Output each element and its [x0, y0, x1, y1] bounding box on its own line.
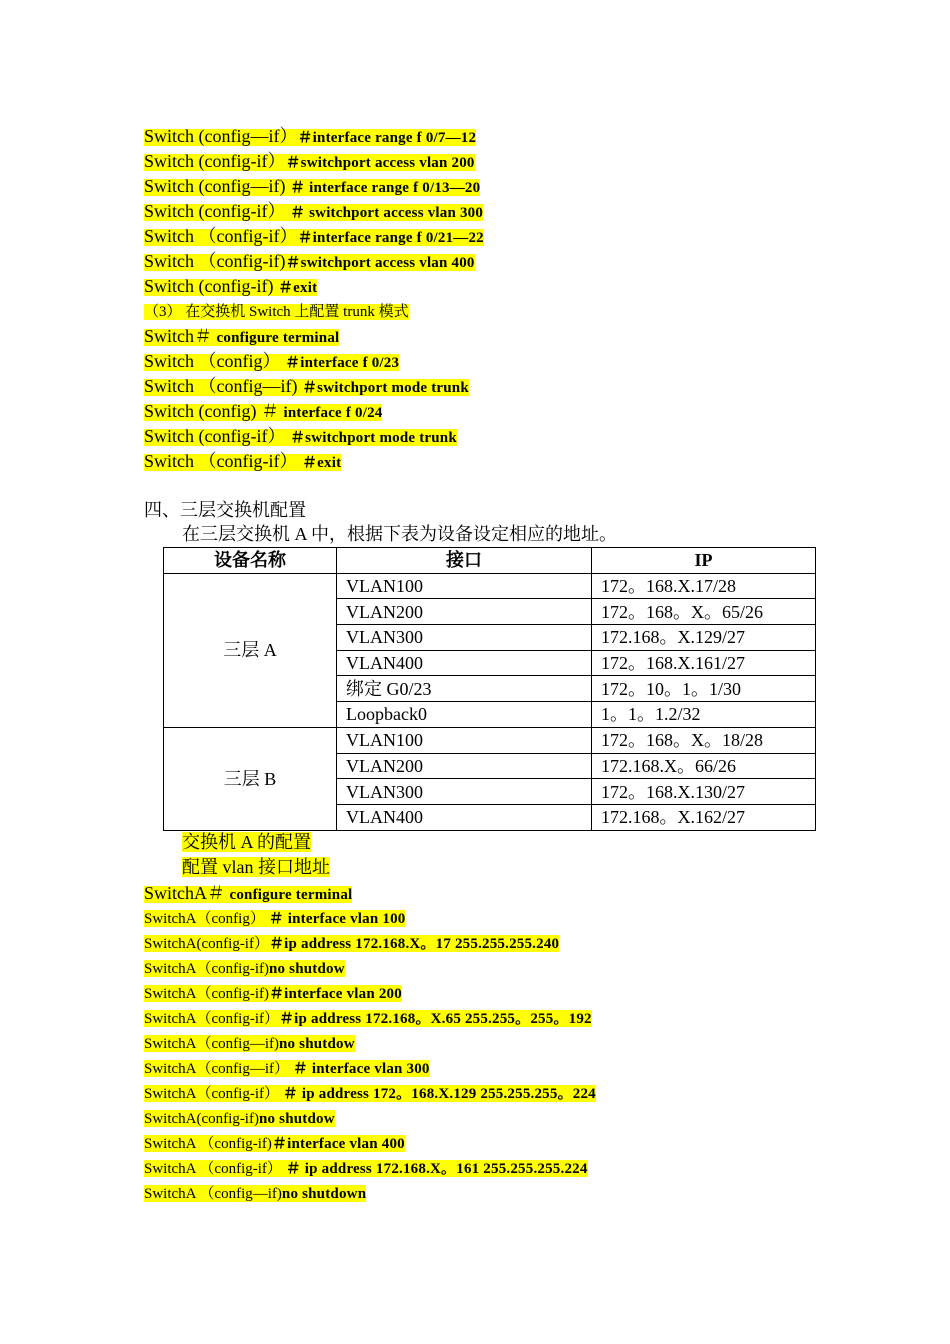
ip-cell: 172。10。1。1/30 [592, 676, 816, 702]
command-line [144, 199, 483, 224]
cli-prompt: Switch （config-if) [144, 251, 286, 271]
cli-command: ＃ interface vlan 300 [292, 1061, 430, 1077]
section-title: 四、三层交换机配置 [144, 500, 306, 520]
cli-prompt: Switch (config—if） [144, 126, 298, 146]
command-line [144, 324, 339, 349]
cli-prompt: Switch (config—if) [144, 176, 290, 196]
cli-prompt: SwitchA （config-if) [144, 1136, 272, 1152]
ip-cell: 172。168.X.17/28 [592, 573, 816, 599]
cli-command: ＃exit [301, 455, 342, 471]
cli-command: ＃ switchport access vlan 300 [289, 205, 484, 221]
command-line [144, 449, 341, 474]
cli-prompt: SwitchA（config-if) [144, 961, 269, 977]
command-line [144, 224, 484, 249]
cli-prompt: SwitchA（config—if) [144, 1036, 279, 1052]
command-line [144, 274, 317, 299]
switch-a-subtitle: 配置 vlan 接口地址 [182, 857, 330, 877]
command-line [144, 906, 405, 931]
ip-cell: 1。1。1.2/32 [592, 702, 816, 728]
header-ip: IP [592, 548, 816, 574]
interface-cell: VLAN400 [337, 804, 592, 830]
command-line [144, 1056, 430, 1081]
command-line [144, 1131, 405, 1156]
command-line [144, 149, 475, 174]
cli-command: no shutdow [258, 1111, 335, 1127]
table-row [164, 727, 816, 753]
ip-address-table [163, 547, 816, 831]
command-line [144, 881, 352, 906]
command-line [144, 1106, 335, 1131]
cli-command: ＃interface f 0/23 [285, 355, 400, 371]
cli-command: interface f 0/24 [283, 405, 383, 421]
interface-cell: Loopback0 [337, 702, 592, 728]
cli-command: ＃exit [277, 280, 318, 296]
ip-cell: 172.168.X。66/26 [592, 753, 816, 779]
cli-prompt: SwitchA＃ [144, 883, 230, 903]
cli-prompt: Switch (config-if） [144, 201, 290, 221]
header-interface: 接口 [337, 548, 592, 574]
cli-command: ＃ interface vlan 100 [268, 911, 406, 927]
cli-command: ＃switchport access vlan 400 [285, 255, 475, 271]
ip-cell: 172。168.X.130/27 [592, 779, 816, 805]
interface-cell: VLAN400 [337, 650, 592, 676]
cli-prompt: Switch （config） [144, 351, 285, 371]
cli-prompt: Switch (config-if) [144, 276, 278, 296]
ip-cell: 172。168。X。65/26 [592, 599, 816, 625]
cli-prompt: Switch （config-if） [144, 451, 302, 471]
command-line [144, 981, 402, 1006]
cli-prompt: SwitchA（config-if) [144, 986, 269, 1002]
cli-prompt: SwitchA（config-if） [144, 1086, 283, 1102]
cli-prompt: SwitchA（config-if） [144, 1011, 279, 1027]
ip-cell: 172.168。X.162/27 [592, 804, 816, 830]
cli-command: ＃ ip address 172.168.X。161 255.255.255.224 [285, 1161, 588, 1177]
cli-prompt: Switch （config-if） [144, 226, 298, 246]
step3-text: （3） 在交换机 Switch 上配置 trunk 模式 [144, 304, 409, 320]
command-line [144, 249, 475, 274]
cli-command: ＃ interface range f 0/13—20 [289, 180, 481, 196]
command-line [144, 1156, 588, 1181]
cli-command: no shutdow [268, 961, 345, 977]
switch-a-subheading [182, 855, 330, 880]
cli-command: no shutdow [278, 1036, 355, 1052]
cli-prompt: SwitchA(config-if） [144, 936, 269, 952]
interface-cell: VLAN200 [337, 599, 592, 625]
device-cell: 三层 A [164, 573, 337, 727]
interface-cell: VLAN300 [337, 779, 592, 805]
command-line [144, 349, 399, 374]
cli-prompt: Switch＃ [144, 326, 217, 346]
ip-cell: 172.168。X.129/27 [592, 625, 816, 651]
ip-cell: 172。168.X.161/27 [592, 650, 816, 676]
table-row [164, 573, 816, 599]
command-line [144, 1181, 366, 1206]
cli-command: ＃switchport access vlan 200 [285, 155, 475, 171]
command-line [144, 1081, 596, 1106]
cli-prompt: Switch (config-if） [144, 151, 286, 171]
header-device: 设备名称 [164, 548, 337, 574]
cli-prompt: Switch (config) ＃ [144, 401, 284, 421]
command-line [144, 956, 345, 981]
cli-command: ＃interface range f 0/7—12 [297, 130, 477, 146]
step-heading [144, 299, 409, 324]
interface-cell: VLAN300 [337, 625, 592, 651]
interface-cell: VLAN100 [337, 573, 592, 599]
ip-cell: 172。168。X。18/28 [592, 727, 816, 753]
cli-prompt: SwitchA（config） [144, 911, 269, 927]
cli-command: ＃ip address 172.168。X.65 255.255。255。192 [278, 1011, 592, 1027]
cli-command: ＃switchport mode trunk [289, 430, 457, 446]
command-line [144, 1006, 592, 1031]
cli-prompt: SwitchA （config—if) [144, 1186, 282, 1202]
cli-command: no shutdown [281, 1186, 367, 1202]
command-line [144, 399, 382, 424]
command-line [144, 1031, 355, 1056]
cli-prompt: SwitchA（config—if） [144, 1061, 293, 1077]
switch-a-heading [182, 830, 311, 855]
cli-command: ＃interface range f 0/21—22 [297, 230, 484, 246]
cli-prompt: Switch (config-if） [144, 426, 290, 446]
cli-command: configure terminal [229, 887, 353, 903]
cli-prompt: SwitchA(config-if) [144, 1111, 259, 1127]
interface-cell: VLAN100 [337, 727, 592, 753]
command-line [144, 374, 469, 399]
device-cell: 三层 B [164, 727, 337, 830]
cli-prompt: SwitchA （config-if） [144, 1161, 286, 1177]
switch-a-title: 交换机 A 的配置 [182, 832, 312, 852]
cli-command: ＃interface vlan 400 [271, 1136, 405, 1152]
cli-prompt: Switch （config—if) [144, 376, 302, 396]
command-line [144, 931, 559, 956]
cli-command: ＃interface vlan 200 [268, 986, 402, 1002]
table-header-row [164, 548, 816, 574]
cli-command: ＃ ip address 172。168.X.129 255.255.255。224 [282, 1086, 596, 1102]
command-line [144, 174, 480, 199]
cli-command: configure terminal [216, 330, 340, 346]
command-line [144, 124, 476, 149]
cli-command: ＃switchport mode trunk [301, 380, 469, 396]
interface-cell: VLAN200 [337, 753, 592, 779]
command-line [144, 424, 457, 449]
section-intro: 在三层交换机 A 中，根据下表为设备设定相应的地址。 [182, 524, 618, 544]
interface-cell: 绑定 G0/23 [337, 676, 592, 702]
cli-command: ＃ip address 172.168.X。17 255.255.255.240 [268, 936, 560, 952]
